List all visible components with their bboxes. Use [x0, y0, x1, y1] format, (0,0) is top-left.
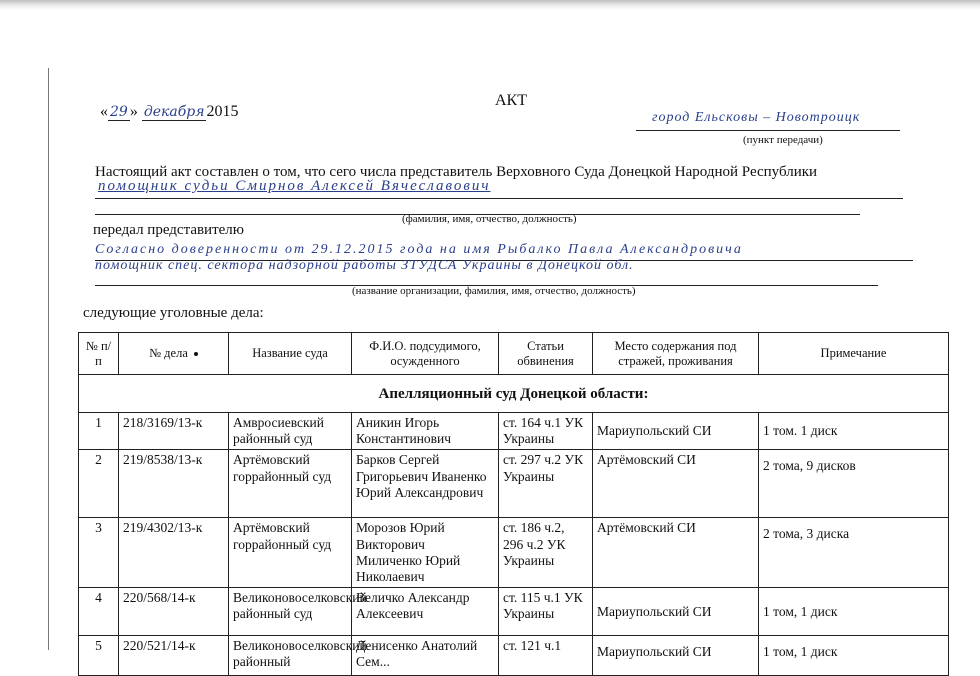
cell-court: Великоновоселковский районный [229, 636, 352, 676]
cell-articles: ст. 115 ч.1 УК Украины [499, 588, 593, 636]
cell-case-no: 220/568/14-к [119, 588, 229, 636]
scan-edge [0, 0, 980, 10]
cases-table [78, 332, 949, 676]
cell-note: 2 тома, 9 дисков [759, 450, 949, 518]
document-title: АКТ [495, 92, 527, 109]
cell-note: 1 том, 1 диск [759, 636, 949, 676]
cell-num: 1 [79, 413, 119, 450]
cell-case-no: 219/4302/13-к [119, 518, 229, 588]
cell-defendant: Аникин Игорь Константинович [352, 413, 499, 450]
document-date [100, 103, 238, 121]
cell-articles: ст. 297 ч.2 УК Украины [499, 450, 593, 518]
cell-custody: Артёмовский СИ [593, 450, 759, 518]
cell-custody: Мариупольский СИ [593, 636, 759, 676]
place-handwritten: город Ельсковы – Новотроицк [652, 110, 861, 125]
cell-defendant: Денисенко Анатолий Сем... [352, 636, 499, 676]
cell-court: Артёмовский горрайонный суд [229, 450, 352, 518]
cell-court: Амвросиевский районный суд [229, 413, 352, 450]
section-row [79, 375, 949, 413]
transfer-label: передал представителю [93, 222, 244, 238]
representative-caption: (фамилия, имя, отчество, должность) [402, 213, 577, 225]
table-header-row [79, 333, 949, 375]
margin-line [48, 68, 49, 650]
header-case-no-label: № дела [149, 346, 188, 360]
table-row [79, 636, 949, 676]
cell-defendant: Величко Александр Алексеевич [352, 588, 499, 636]
representative-handwritten: помощник судьи Смирнов Алексей Вячеславович [98, 178, 491, 194]
cell-articles: ст. 164 ч.1 УК Украины [499, 413, 593, 450]
cell-note: 2 тома, 3 диска [759, 518, 949, 588]
section-title: Апелляционный суд Донецкой области: [79, 375, 949, 413]
header-defendant: Ф.И.О. подсудимого, осужденного [352, 333, 499, 375]
recipient-caption: (название организации, фамилия, имя, отчество, должность) [352, 285, 636, 297]
header-note: Примечание [759, 333, 949, 375]
place-underline [636, 130, 900, 131]
representative-underline [95, 198, 903, 199]
cell-custody: Мариупольский СИ [593, 588, 759, 636]
header-case-no [119, 333, 229, 375]
cell-num: 4 [79, 588, 119, 636]
bullet-mark [194, 352, 198, 356]
header-num: № п/п [79, 333, 119, 375]
date-month: декабря [143, 104, 205, 120]
date-year: 2015 [206, 103, 239, 120]
cell-court: Артёмовский горрайонный суд [229, 518, 352, 588]
intro-text: Настоящий акт составлен о том, что сего числа представитель Верховного Суда Донецкой Народной Республики [95, 164, 818, 180]
recipient-handwritten-line2: помощник спец. сектора надзорной работы ЗТУДСА Украины в Донецкой обл. [95, 258, 634, 273]
table-row [79, 518, 949, 588]
cell-case-no: 220/521/14-к [119, 636, 229, 676]
cell-case-no: 219/8538/13-к [119, 450, 229, 518]
date-open-quote: « [100, 103, 108, 120]
date-day: 29 [110, 104, 128, 120]
cell-articles: ст. 186 ч.2, 296 ч.2 УК Украины [499, 518, 593, 588]
cell-defendant: Морозов Юрий Викторович Миличенко Юрий Николаевич [352, 518, 499, 588]
cases-label: следующие уголовные дела: [83, 305, 264, 321]
cell-custody: Мариупольский СИ [593, 413, 759, 450]
table-row [79, 450, 949, 518]
table-row [79, 413, 949, 450]
header-court: Название суда [229, 333, 352, 375]
recipient-handwritten-line1: Согласно доверенности от 29.12.2015 года на имя Рыбалко Павла Александровича [95, 242, 743, 257]
cell-articles: ст. 121 ч.1 [499, 636, 593, 676]
cell-num: 2 [79, 450, 119, 518]
cell-num: 3 [79, 518, 119, 588]
table-row [79, 588, 949, 636]
cell-note: 1 том. 1 диск [759, 413, 949, 450]
cell-defendant: Барков Сергей Григорьевич Иваненко Юрий Александрович [352, 450, 499, 518]
place-caption: (пункт передачи) [743, 134, 823, 146]
cell-court: Великоновоселковский районный суд [229, 588, 352, 636]
header-articles: Статьи обвинения [499, 333, 593, 375]
header-custody: Место содержания под стражей, проживания [593, 333, 759, 375]
cell-case-no: 218/3169/13-к [119, 413, 229, 450]
cell-custody: Артёмовский СИ [593, 518, 759, 588]
cell-note: 1 том, 1 диск [759, 588, 949, 636]
cell-num: 5 [79, 636, 119, 676]
date-close-quote: » [129, 103, 138, 120]
